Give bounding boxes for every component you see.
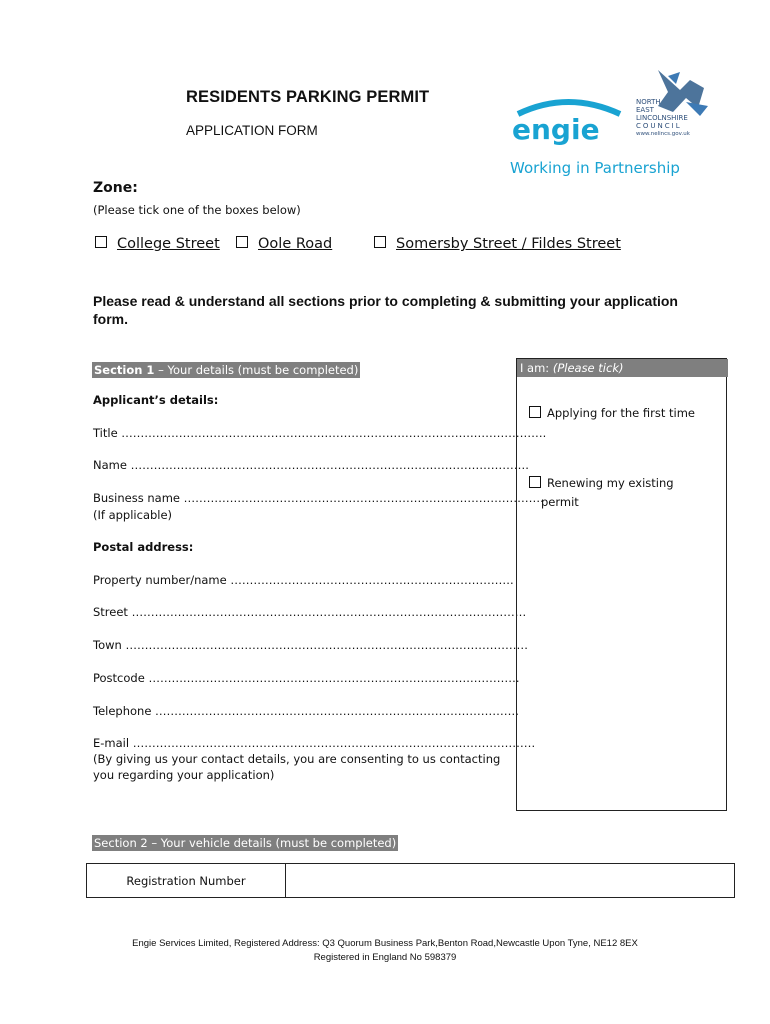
status-box-header: I am: (Please tick) xyxy=(517,359,728,377)
consent-note-cont: you regarding your application) xyxy=(93,768,275,782)
applicant-details-heading: Applicant’s details: xyxy=(93,393,219,407)
registration-input[interactable] xyxy=(286,864,734,897)
checkbox-icon[interactable] xyxy=(236,236,248,248)
zone-option-oole-road[interactable]: Oole Road xyxy=(236,234,332,254)
svg-text:COUNCIL: COUNCIL xyxy=(636,122,682,130)
form-title: RESIDENTS PARKING PERMIT xyxy=(186,88,430,106)
partnership-logo xyxy=(508,62,723,182)
business-name-note: (If applicable) xyxy=(93,508,173,522)
logo-graphic xyxy=(508,62,723,182)
svg-text:EAST: EAST xyxy=(636,106,654,114)
applicant-status-box xyxy=(516,358,727,811)
svg-text:www.nelincs.gov.uk: www.nelincs.gov.uk xyxy=(636,131,690,137)
partnership-tagline: Working in Partnership xyxy=(510,159,680,177)
telephone-field[interactable]: Telephone ………………………………….………………………………………………. xyxy=(93,704,519,718)
property-field[interactable]: Property number/name ……………………………………….………………………. xyxy=(93,573,514,587)
council-crest-icon xyxy=(658,70,708,116)
name-field[interactable]: Name …………………………………………………………………….……………………. xyxy=(93,458,529,472)
street-field[interactable]: Street ……………………………………………….………………………………………… xyxy=(93,605,527,619)
engie-wordmark: engie xyxy=(512,113,600,146)
zone-option-college-street[interactable]: College Street xyxy=(95,234,220,254)
postal-address-heading: Postal address: xyxy=(93,540,194,554)
email-field[interactable]: E-mail …………………………………………………………………………………………… xyxy=(93,736,536,750)
town-field[interactable]: Town …………………………………………………………………………………………… xyxy=(93,638,528,652)
registration-label: Registration Number xyxy=(87,864,286,897)
svg-text:LINCOLNSHIRE: LINCOLNSHIRE xyxy=(636,114,688,122)
status-option-renewing-cont: permit xyxy=(541,495,579,509)
consent-note: (By giving us your contact details, you are consenting to us contacting xyxy=(93,752,501,766)
form-subtitle: APPLICATION FORM xyxy=(186,123,318,138)
registration-table xyxy=(86,863,735,898)
section-2-header: Section 2 – Your vehicle details (must be completed) xyxy=(94,836,397,850)
title-field[interactable]: Title ………………………………………………………………………………..………………. xyxy=(93,426,547,440)
checkbox-icon[interactable] xyxy=(95,236,107,248)
business-name-field[interactable]: Business name …………………………………………………………………………………. xyxy=(93,491,544,505)
zone-heading: Zone: xyxy=(93,180,138,196)
checkbox-icon[interactable] xyxy=(374,236,386,248)
footer-registration: Registered in England No 598379 xyxy=(313,952,457,963)
postcode-field[interactable]: Postcode ……….………………………………………………………….…….…………. xyxy=(93,671,520,685)
zone-note: (Please tick one of the boxes below) xyxy=(93,203,301,217)
section-1-header: Section 1 – Your details (must be completed) xyxy=(94,363,359,377)
checkbox-icon[interactable] xyxy=(529,406,541,418)
checkbox-icon[interactable] xyxy=(529,476,541,488)
status-option-first-time[interactable]: Applying for the first time xyxy=(529,404,695,422)
status-option-renewing[interactable]: Renewing my existing xyxy=(529,474,674,492)
footer-address: Engie Services Limited, Registered Address: Q3 Quorum Business Park,Benton Road,Newcastle Upon Tyne, NE12 8EX xyxy=(132,938,638,949)
instructions-notice: Please read & understand all sections prior to completing & submitting your application form. xyxy=(93,293,678,327)
zone-option-somersby-fildes[interactable]: Somersby Street / Fildes Street xyxy=(374,234,621,254)
svg-text:NORTH: NORTH xyxy=(636,98,661,106)
